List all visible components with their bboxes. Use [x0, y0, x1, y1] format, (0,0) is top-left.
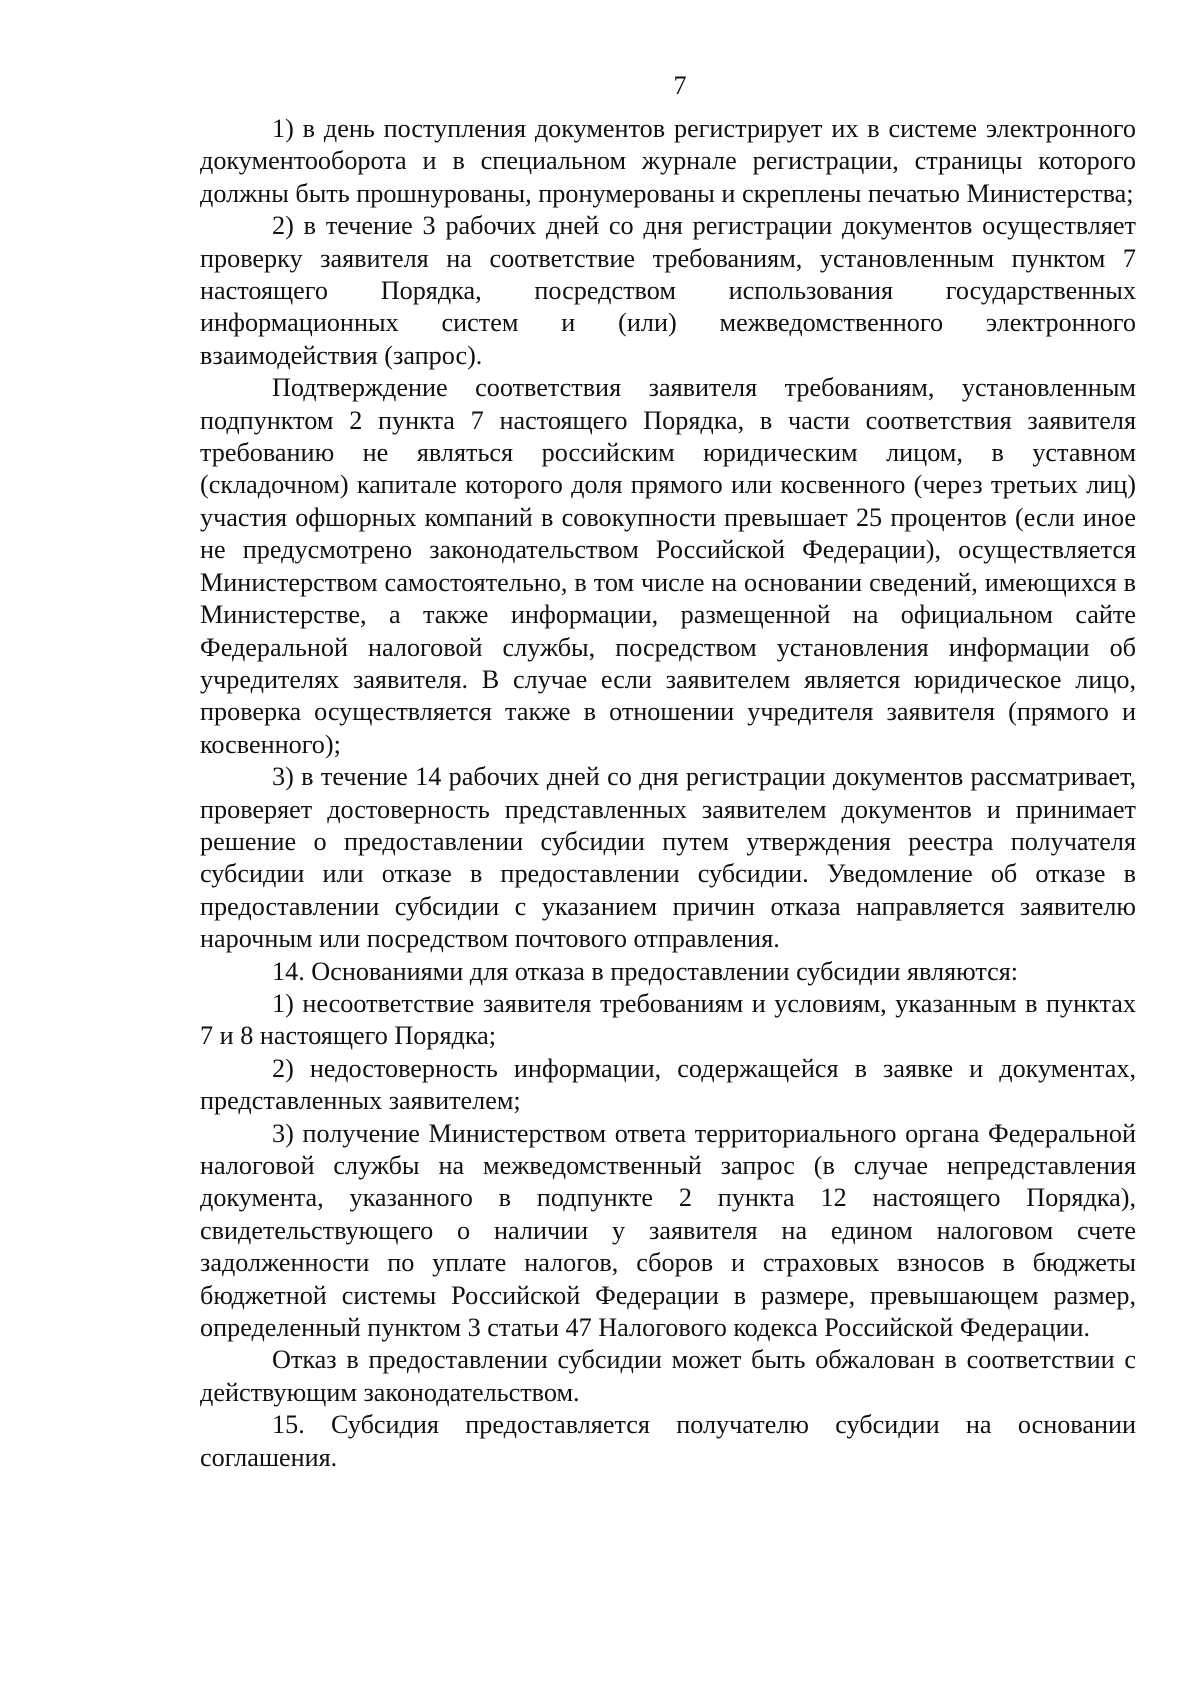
paragraph-item-3-review-decision: 3) в течение 14 рабочих дней со дня регистрации документов рассматривает, проверяет достоверность представленных заявителем документов и принимает решение о предоставлении субсидии путем утверждения реестра получателя субсидии или отказе в предоставлении субсидии. Уведомление об отказе в предоставлении субсидии с указанием причин отказа направляется заявителю нарочным или посредством почтового отправления.	[200, 762, 1136, 954]
paragraph-refusal-ground-3: 3) получение Министерством ответа территориального органа Федеральной налоговой службы на межведомственный запрос (в случае непредставления документа, указанного в подпункте 2 пункта 12 настоящего Порядка), свидетельствующего о наличии у заявителя на едином налоговом счете задолженности по уплате налогов, сборов и страховых взносов в бюджеты бюджетной системы Российской Федерации в размере, превышающем размер, определенный пунктом 3 статьи 47 Налогового кодекса Российской Федерации.	[200, 1118, 1136, 1343]
paragraph-offshore-confirmation: Подтверждение соответствия заявителя требованиям, установленным подпунктом 2 пункта 7 настоящего Порядка, в части соответствия заявителя требованию не являться российским юридическим лицом, в уставном (складочном) капитале которого доля прямого или косвенного (через третьих лиц) участия офшорных компаний в совокупности превышает 25 процентов (если иное не предусмотрено законодательством Российской Федерации), осуществляется Министерством самостоятельно, в том числе на основании сведений, имеющихся в Министерстве, а также информации, размещенной на официальном сайте Федеральной налоговой службы, посредством установления информации об учредителях заявителя. В случае если заявителем является юридическое лицо, проверка осуществляется также в отношении учредителя заявителя (прямого и косвенного);	[200, 373, 1136, 759]
paragraph-clause-15-agreement: 15. Субсидия предоставляется получателю субсидии на основании соглашения.	[200, 1410, 1136, 1472]
paragraph-clause-14-refusal-grounds: 14. Основаниями для отказа в предоставлении субсидии являются:	[272, 956, 1019, 986]
paragraph-item-1-registration: 1) в день поступления документов регистрирует их в системе электронного документооборота и в специальном журнале регистрации, страницы которого должны быть прошнурованы, пронумерованы и скреплены печатью Министерства;	[200, 114, 1136, 208]
paragraph-appeal: Отказ в предоставлении субсидии может быть обжалован в соответствии с действующим законодательством.	[200, 1345, 1136, 1407]
paragraph-refusal-ground-1: 1) несоответствие заявителя требованиям и условиям, указанным в пунктах 7 и 8 настоящего Порядка;	[200, 988, 1136, 1051]
page-number: 7	[673, 71, 687, 100]
paragraph-item-2-applicant-check: 2) в течение 3 рабочих дней со дня регистрации документов осуществляет проверку заявителя на соответствие требованиям, установленным пунктом 7 настоящего Порядка, посредством использования государственных информационных систем и (или) межведомственного электронного взаимодействия (запрос).	[200, 211, 1136, 370]
paragraph-refusal-ground-2: 2) недостоверность информации, содержащейся в заявке и документах, представленных заявителем;	[200, 1053, 1136, 1116]
document-body	[200, 113, 1136, 1474]
